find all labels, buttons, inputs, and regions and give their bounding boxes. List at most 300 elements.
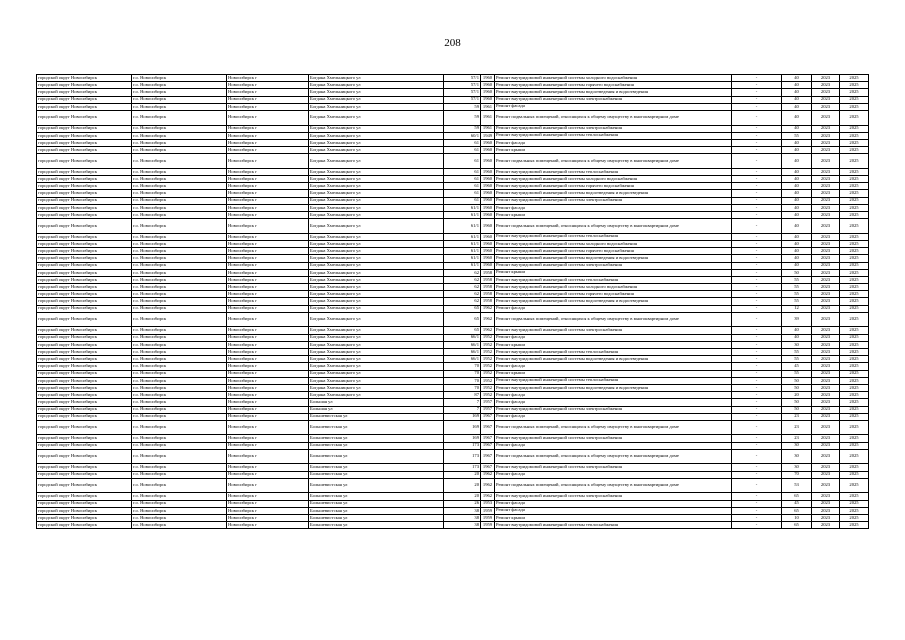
cell-locality: г.о. Новосибирск (132, 139, 227, 146)
table-row (37, 168, 869, 175)
cell-year: 1960 (481, 204, 495, 211)
cell-months: 23 (782, 435, 812, 442)
cell-street: Большая ул (309, 406, 444, 413)
cell-work: Ремонт фасада (495, 139, 732, 146)
cell-district: городской округ Новосибирск (37, 96, 132, 103)
cell-street: Богдана Хмельницкого ул (309, 392, 444, 399)
cell-district: городской округ Новосибирск (37, 399, 132, 406)
cell-end: 2025 (840, 219, 869, 234)
cell-house: 70 (444, 363, 481, 370)
cell-start: 2023 (812, 334, 840, 341)
cell-months: 53 (782, 478, 812, 493)
cell-start: 2023 (812, 356, 840, 363)
cell-work: Ремонт внутридомовой инженерной системы электроснабжения (495, 125, 732, 132)
cell-city: Новосибирск г (227, 363, 309, 370)
cell-house: 65 (444, 327, 481, 334)
cell-city: Новосибирск г (227, 493, 309, 500)
cell-work: Ремонт внутридомовой инженерной системы теплоснабжения (495, 132, 732, 139)
cell-street: Богдана Хмельницкого ул (309, 82, 444, 89)
cell-city: Новосибирск г (227, 291, 309, 298)
cell-year: 1960 (481, 255, 495, 262)
cell-city: Новосибирск г (227, 413, 309, 420)
cell-months: 55 (782, 132, 812, 139)
cell-months: 40 (782, 176, 812, 183)
cell-house: 62 (444, 284, 481, 291)
cell-district: городской округ Новосибирск (37, 312, 132, 327)
cell-end: 2025 (840, 233, 869, 240)
cell-year: 1967 (481, 449, 495, 464)
cell-street: Большевистская ул (309, 522, 444, 529)
cell-work: Ремонт внутридомовой инженерной системы водоотведения и водоотведения (495, 89, 732, 96)
table-row (37, 219, 869, 234)
cell-months: 40 (782, 262, 812, 269)
cell-area: - (732, 240, 782, 247)
cell-city: Новосибирск г (227, 471, 309, 478)
cell-house: 61 (444, 176, 481, 183)
cell-district: городской округ Новосибирск (37, 298, 132, 305)
cell-street: Богдана Хмельницкого ул (309, 262, 444, 269)
cell-house: 66/1 (444, 334, 481, 341)
cell-end: 2025 (840, 471, 869, 478)
cell-locality: г.о. Новосибирск (132, 132, 227, 139)
cell-months: 23 (782, 420, 812, 435)
cell-months: 70 (782, 471, 812, 478)
cell-locality: г.о. Новосибирск (132, 298, 227, 305)
cell-start: 2023 (812, 312, 840, 327)
cell-start: 2023 (812, 370, 840, 377)
table-row (37, 493, 869, 500)
cell-street: Большевистская ул (309, 471, 444, 478)
cell-year: 1961 (481, 103, 495, 110)
cell-year: 1961 (481, 110, 495, 125)
table-row (37, 262, 869, 269)
cell-months: 10 (782, 514, 812, 521)
cell-months: 50 (782, 399, 812, 406)
table-row (37, 154, 869, 169)
cell-locality: г.о. Новосибирск (132, 276, 227, 283)
cell-city: Новосибирск г (227, 312, 309, 327)
cell-months: 55 (782, 291, 812, 298)
cell-locality: г.о. Новосибирск (132, 305, 227, 312)
cell-months: 40 (782, 190, 812, 197)
cell-work: Ремонт фасада (495, 442, 732, 449)
cell-work: Ремонт подвальных помещений, относящихся к общему имуществу в многоквартирном доме (495, 478, 732, 493)
cell-area: - (732, 125, 782, 132)
cell-area: - (732, 312, 782, 327)
cell-area: - (732, 183, 782, 190)
cell-street: Богдана Хмельницкого ул (309, 233, 444, 240)
cell-year: 1967 (481, 435, 495, 442)
cell-start: 2023 (812, 139, 840, 146)
cell-year: 1952 (481, 341, 495, 348)
cell-area: - (732, 435, 782, 442)
cell-area: - (732, 341, 782, 348)
cell-end: 2025 (840, 312, 869, 327)
cell-area: - (732, 190, 782, 197)
cell-city: Новосибирск г (227, 219, 309, 234)
cell-locality: г.о. Новосибирск (132, 377, 227, 384)
cell-months: 55 (782, 349, 812, 356)
cell-house: 61 (444, 168, 481, 175)
cell-area: - (732, 75, 782, 82)
cell-district: городской округ Новосибирск (37, 363, 132, 370)
cell-district: городской округ Новосибирск (37, 132, 132, 139)
cell-start: 2023 (812, 327, 840, 334)
cell-district: городской округ Новосибирск (37, 255, 132, 262)
cell-work: Ремонт внутридомовой инженерной системы электроснабжения (495, 435, 732, 442)
cell-work: Ремонт подвальных помещений, относящихся к общему имуществу в многоквартирном доме (495, 219, 732, 234)
cell-district: городской округ Новосибирск (37, 420, 132, 435)
cell-area: - (732, 269, 782, 276)
cell-start: 2023 (812, 233, 840, 240)
cell-area: - (732, 110, 782, 125)
cell-district: городской округ Новосибирск (37, 89, 132, 96)
cell-end: 2025 (840, 384, 869, 391)
cell-end: 2025 (840, 377, 869, 384)
cell-city: Новосибирск г (227, 75, 309, 82)
cell-district: городской округ Новосибирск (37, 284, 132, 291)
table-row (37, 435, 869, 442)
table-row (37, 240, 869, 247)
table-row (37, 522, 869, 529)
cell-locality: г.о. Новосибирск (132, 183, 227, 190)
cell-city: Новосибирск г (227, 233, 309, 240)
cell-months: 30 (782, 341, 812, 348)
cell-street: Богдана Хмельницкого ул (309, 96, 444, 103)
cell-district: городской округ Новосибирск (37, 471, 132, 478)
cell-end: 2025 (840, 276, 869, 283)
cell-street: Богдана Хмельницкого ул (309, 240, 444, 247)
cell-area: - (732, 212, 782, 219)
cell-work: Ремонт внутридомовой инженерной системы электроснабжения (495, 493, 732, 500)
cell-work: Ремонт внутридомовой инженерной системы водоотведения и водоотведения (495, 384, 732, 391)
cell-area: - (732, 96, 782, 103)
cell-locality: г.о. Новосибирск (132, 522, 227, 529)
cell-area: - (732, 406, 782, 413)
cell-street: Богдана Хмельницкого ул (309, 298, 444, 305)
cell-start: 2023 (812, 406, 840, 413)
cell-year: 1962 (481, 305, 495, 312)
cell-district: городской округ Новосибирск (37, 125, 132, 132)
cell-district: городской округ Новосибирск (37, 168, 132, 175)
cell-street: Богдана Хмельницкого ул (309, 269, 444, 276)
cell-district: городской округ Новосибирск (37, 75, 132, 82)
cell-street: Большевистская ул (309, 442, 444, 449)
cell-work: Ремонт крыши (495, 212, 732, 219)
cell-months: 40 (782, 139, 812, 146)
cell-street: Богдана Хмельницкого ул (309, 384, 444, 391)
cell-start: 2023 (812, 255, 840, 262)
cell-house: 62 (444, 298, 481, 305)
cell-house: 57/1 (444, 75, 481, 82)
cell-end: 2025 (840, 183, 869, 190)
cell-street: Богдана Хмельницкого ул (309, 176, 444, 183)
cell-year: 1959 (481, 514, 495, 521)
cell-months: 39 (782, 312, 812, 327)
cell-months: 20 (782, 392, 812, 399)
cell-months: 40 (782, 125, 812, 132)
cell-work: Ремонт фасада (495, 334, 732, 341)
table-row (37, 305, 869, 312)
cell-months: 40 (782, 248, 812, 255)
cell-locality: г.о. Новосибирск (132, 168, 227, 175)
cell-months: 40 (782, 240, 812, 247)
cell-start: 2023 (812, 377, 840, 384)
cell-year: 1957 (481, 399, 495, 406)
cell-city: Новосибирск г (227, 514, 309, 521)
cell-end: 2025 (840, 420, 869, 435)
cell-street: Богдана Хмельницкого ул (309, 363, 444, 370)
cell-months: 40 (782, 334, 812, 341)
cell-end: 2025 (840, 204, 869, 211)
cell-months: 65 (782, 507, 812, 514)
cell-district: городской округ Новосибирск (37, 406, 132, 413)
cell-work: Ремонт внутридомовой инженерной системы электроснабжения (495, 406, 732, 413)
cell-start: 2023 (812, 212, 840, 219)
cell-work: Ремонт внутридомовой инженерной системы горячего водоснабжения (495, 248, 732, 255)
cell-end: 2025 (840, 435, 869, 442)
cell-year: 1962 (481, 327, 495, 334)
cell-start: 2023 (812, 349, 840, 356)
cell-area: - (732, 154, 782, 169)
cell-months: 30 (782, 464, 812, 471)
table-body (37, 75, 869, 529)
table-row (37, 212, 869, 219)
cell-area: - (732, 168, 782, 175)
cell-work: Ремонт внутридомовой инженерной системы электроснабжения (495, 327, 732, 334)
cell-district: городской округ Новосибирск (37, 176, 132, 183)
cell-city: Новосибирск г (227, 522, 309, 529)
cell-end: 2025 (840, 522, 869, 529)
cell-start: 2023 (812, 154, 840, 169)
cell-locality: г.о. Новосибирск (132, 406, 227, 413)
cell-months: 65 (782, 493, 812, 500)
cell-year: 1961 (481, 125, 495, 132)
cell-city: Новосибирск г (227, 212, 309, 219)
cell-area: - (732, 464, 782, 471)
cell-months: 40 (782, 154, 812, 169)
cell-street: Богдана Хмельницкого ул (309, 370, 444, 377)
cell-end: 2025 (840, 262, 869, 269)
table-row (37, 176, 869, 183)
cell-district: городской округ Новосибирск (37, 183, 132, 190)
cell-end: 2025 (840, 132, 869, 139)
cell-district: городской округ Новосибирск (37, 500, 132, 507)
cell-locality: г.о. Новосибирск (132, 312, 227, 327)
cell-locality: г.о. Новосибирск (132, 233, 227, 240)
cell-district: городской округ Новосибирск (37, 334, 132, 341)
table-row (37, 514, 869, 521)
cell-months: 40 (782, 147, 812, 154)
cell-house: 7 (444, 406, 481, 413)
table-row (37, 96, 869, 103)
cell-months: 40 (782, 204, 812, 211)
cell-end: 2025 (840, 147, 869, 154)
table-row (37, 377, 869, 384)
cell-district: городской округ Новосибирск (37, 110, 132, 125)
cell-city: Новосибирск г (227, 334, 309, 341)
cell-locality: г.о. Новосибирск (132, 284, 227, 291)
cell-locality: г.о. Новосибирск (132, 75, 227, 82)
cell-locality: г.о. Новосибирск (132, 399, 227, 406)
cell-street: Богдана Хмельницкого ул (309, 139, 444, 146)
cell-locality: г.о. Новосибирск (132, 291, 227, 298)
cell-area: - (732, 298, 782, 305)
cell-locality: г.о. Новосибирск (132, 327, 227, 334)
cell-city: Новосибирск г (227, 464, 309, 471)
cell-house: 65 (444, 312, 481, 327)
cell-locality: г.о. Новосибирск (132, 471, 227, 478)
cell-house: 70 (444, 377, 481, 384)
cell-area: - (732, 219, 782, 234)
cell-work: Ремонт внутридомовой инженерной системы холодного водоснабжения (495, 240, 732, 247)
cell-area: - (732, 82, 782, 89)
cell-street: Большевистская ул (309, 435, 444, 442)
cell-locality: г.о. Новосибирск (132, 176, 227, 183)
cell-city: Новосибирск г (227, 341, 309, 348)
cell-months: 40 (782, 89, 812, 96)
cell-end: 2025 (840, 298, 869, 305)
cell-work: Ремонт внутридомовой инженерной системы электроснабжения (495, 96, 732, 103)
cell-end: 2025 (840, 125, 869, 132)
cell-house: 169 (444, 420, 481, 435)
cell-district: городской округ Новосибирск (37, 384, 132, 391)
cell-months: 40 (782, 110, 812, 125)
cell-start: 2023 (812, 507, 840, 514)
cell-locality: г.о. Новосибирск (132, 125, 227, 132)
cell-year: 1952 (481, 370, 495, 377)
table-row (37, 392, 869, 399)
cell-months: 45 (782, 363, 812, 370)
cell-city: Новосибирск г (227, 96, 309, 103)
cell-house: 61/1 (444, 212, 481, 219)
cell-year: 1952 (481, 392, 495, 399)
cell-district: городской округ Новосибирск (37, 464, 132, 471)
cell-street: Богдана Хмельницкого ул (309, 89, 444, 96)
cell-house: 59 (444, 125, 481, 132)
cell-district: городской округ Новосибирск (37, 139, 132, 146)
cell-year: 1960 (481, 82, 495, 89)
cell-start: 2023 (812, 493, 840, 500)
cell-city: Новосибирск г (227, 384, 309, 391)
cell-house: 66/1 (444, 356, 481, 363)
cell-house: 70 (444, 384, 481, 391)
cell-work: Ремонт внутридомовой инженерной системы водоотведения и водоотведения (495, 298, 732, 305)
cell-city: Новосибирск г (227, 500, 309, 507)
cell-street: Богдана Хмельницкого ул (309, 110, 444, 125)
cell-year: 1957 (481, 406, 495, 413)
cell-street: Большевистская ул (309, 413, 444, 420)
cell-start: 2023 (812, 420, 840, 435)
page-number: 208 (444, 37, 461, 49)
cell-area: - (732, 139, 782, 146)
cell-year: 1952 (481, 356, 495, 363)
cell-house: 61 (444, 183, 481, 190)
table-row (37, 248, 869, 255)
cell-locality: г.о. Новосибирск (132, 384, 227, 391)
cell-district: городской округ Новосибирск (37, 435, 132, 442)
cell-district: городской округ Новосибирск (37, 327, 132, 334)
table-row (37, 384, 869, 391)
cell-district: городской округ Новосибирск (37, 291, 132, 298)
cell-area: - (732, 384, 782, 391)
cell-months: 40 (782, 96, 812, 103)
cell-end: 2025 (840, 349, 869, 356)
cell-start: 2023 (812, 305, 840, 312)
cell-start: 2023 (812, 168, 840, 175)
cell-district: городской округ Новосибирск (37, 442, 132, 449)
cell-year: 1959 (481, 522, 495, 529)
cell-locality: г.о. Новосибирск (132, 435, 227, 442)
cell-start: 2023 (812, 110, 840, 125)
cell-end: 2025 (840, 500, 869, 507)
cell-end: 2025 (840, 327, 869, 334)
cell-city: Новосибирск г (227, 103, 309, 110)
cell-year: 1960 (481, 248, 495, 255)
cell-work: Ремонт фасада (495, 103, 732, 110)
cell-city: Новосибирск г (227, 276, 309, 283)
cell-work: Ремонт внутридомовой инженерной системы водоотведения и водоотведения (495, 190, 732, 197)
cell-work: Ремонт крыши (495, 341, 732, 348)
cell-area: - (732, 276, 782, 283)
cell-months: 40 (782, 327, 812, 334)
cell-year: 1960 (481, 96, 495, 103)
cell-locality: г.о. Новосибирск (132, 478, 227, 493)
cell-city: Новосибирск г (227, 327, 309, 334)
cell-end: 2025 (840, 212, 869, 219)
cell-start: 2023 (812, 262, 840, 269)
cell-year: 1958 (481, 269, 495, 276)
cell-start: 2023 (812, 399, 840, 406)
cell-city: Новосибирск г (227, 197, 309, 204)
cell-district: городской округ Новосибирск (37, 392, 132, 399)
cell-year: 1960 (481, 219, 495, 234)
cell-end: 2025 (840, 269, 869, 276)
cell-year: 1960 (481, 89, 495, 96)
cell-start: 2023 (812, 147, 840, 154)
table-row (37, 507, 869, 514)
cell-district: городской округ Новосибирск (37, 103, 132, 110)
cell-end: 2025 (840, 449, 869, 464)
cell-city: Новосибирск г (227, 89, 309, 96)
cell-locality: г.о. Новосибирск (132, 212, 227, 219)
cell-start: 2023 (812, 240, 840, 247)
cell-house: 38 (444, 514, 481, 521)
cell-street: Большевистская ул (309, 507, 444, 514)
cell-city: Новосибирск г (227, 183, 309, 190)
cell-year: 1960 (481, 168, 495, 175)
cell-year: 1952 (481, 377, 495, 384)
cell-area: - (732, 233, 782, 240)
cell-district: городской округ Новосибирск (37, 190, 132, 197)
cell-district: городской округ Новосибирск (37, 349, 132, 356)
cell-locality: г.о. Новосибирск (132, 89, 227, 96)
cell-street: Большая ул (309, 399, 444, 406)
table-row (37, 269, 869, 276)
table-row (37, 75, 869, 82)
cell-city: Новосибирск г (227, 110, 309, 125)
cell-start: 2023 (812, 176, 840, 183)
cell-months: 55 (782, 276, 812, 283)
table-row (37, 478, 869, 493)
cell-months: 40 (782, 219, 812, 234)
cell-city: Новосибирск г (227, 356, 309, 363)
cell-year: 1952 (481, 349, 495, 356)
table-row (37, 464, 869, 471)
cell-area: - (732, 349, 782, 356)
cell-work: Ремонт фасада (495, 471, 732, 478)
cell-start: 2023 (812, 435, 840, 442)
